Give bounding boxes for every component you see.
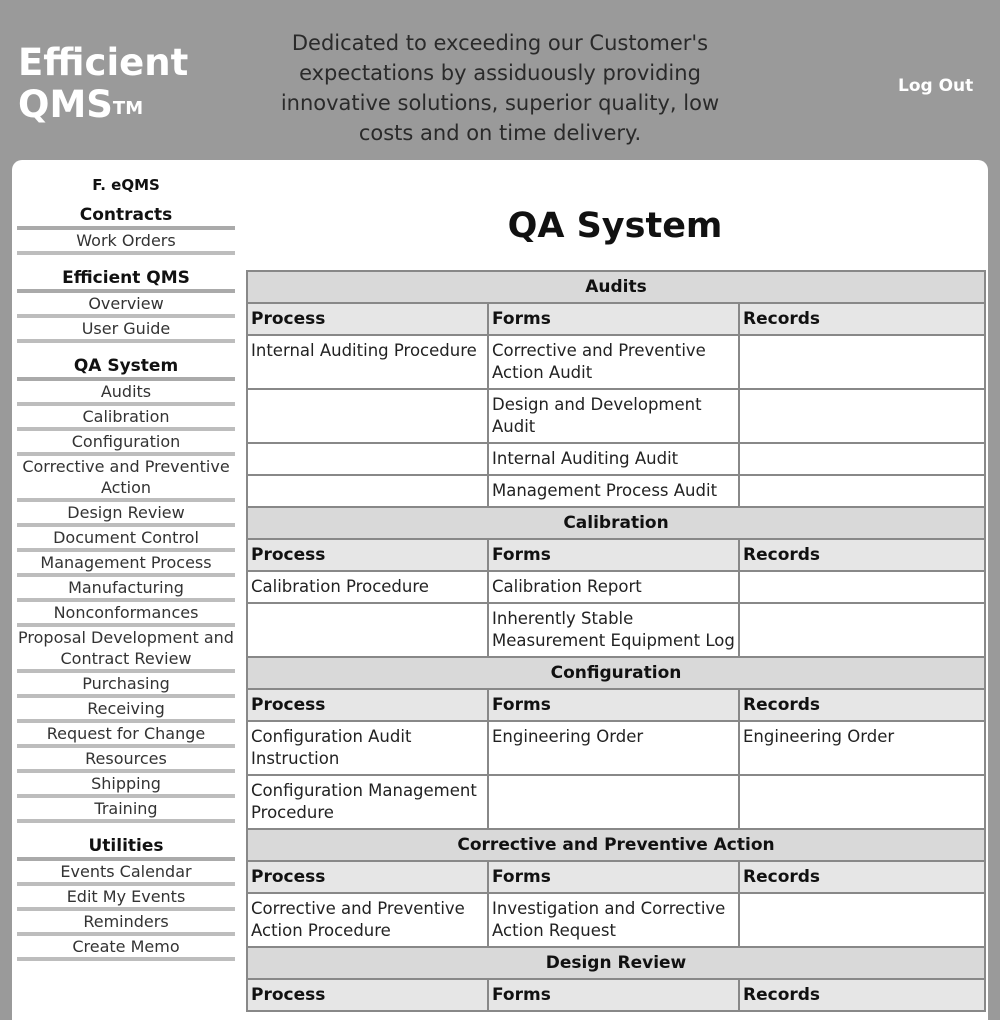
table-row — [247, 335, 985, 389]
section-title-configuration: Configuration — [247, 657, 985, 689]
form-cell[interactable]: Engineering Order — [488, 721, 739, 775]
process-cell — [247, 389, 488, 443]
sidebar-item-user-guide[interactable]: User Guide — [17, 318, 235, 343]
process-cell — [247, 475, 488, 507]
main-content — [246, 160, 984, 1012]
form-cell[interactable]: Investigation and Corrective Action Request — [488, 893, 739, 947]
column-header-records: Records — [739, 303, 985, 335]
table-row — [247, 443, 985, 475]
record-cell — [739, 775, 985, 829]
process-cell[interactable]: Calibration Procedure — [247, 571, 488, 603]
sidebar-item-configuration[interactable]: Configuration — [17, 431, 235, 456]
sidebar-item-design-review[interactable]: Design Review — [17, 502, 235, 527]
table-row — [247, 893, 985, 947]
section-header-row — [247, 829, 985, 861]
sidebar-item-audits[interactable]: Audits — [17, 381, 235, 406]
tagline: Dedicated to exceeding our Customer's expectations by assiduously providing innovative solutions, superior quality, low costs and on time delivery. — [280, 31, 720, 145]
table-row — [247, 571, 985, 603]
column-header-process: Process — [247, 539, 488, 571]
section-header-row — [247, 271, 985, 303]
process-cell — [247, 443, 488, 475]
column-header-process: Process — [247, 861, 488, 893]
sidebar-item-resources[interactable]: Resources — [17, 748, 235, 773]
logo-line1: Efficient — [18, 41, 189, 84]
sidebar-item-reminders[interactable]: Reminders — [17, 911, 235, 936]
section-title-calibration: Calibration — [247, 507, 985, 539]
process-cell[interactable]: Corrective and Preventive Action Procedure — [247, 893, 488, 947]
column-header-forms: Forms — [488, 689, 739, 721]
content-panel — [12, 160, 988, 1020]
sidebar-item-purchasing[interactable]: Purchasing — [17, 673, 235, 698]
form-cell[interactable]: Corrective and Preventive Action Audit — [488, 335, 739, 389]
logo-line2: QMS — [18, 83, 113, 126]
section-title-audits: Audits — [247, 271, 985, 303]
sidebar-heading-qa-system: QA System — [17, 355, 235, 381]
sidebar-item-work-orders[interactable]: Work Orders — [17, 230, 235, 255]
column-header-forms: Forms — [488, 539, 739, 571]
record-cell — [739, 443, 985, 475]
form-cell[interactable]: Internal Auditing Audit — [488, 443, 739, 475]
sidebar-item-nonconformances[interactable]: Nonconformances — [17, 602, 235, 627]
process-cell — [247, 603, 488, 657]
page-title: QA System — [507, 206, 723, 246]
logout-link[interactable]: Log Out — [898, 76, 974, 96]
table-row — [247, 389, 985, 443]
column-header-row — [247, 861, 985, 893]
app-logo[interactable] — [18, 42, 188, 126]
record-cell — [739, 389, 985, 443]
form-cell[interactable]: Management Process Audit — [488, 475, 739, 507]
record-cell — [739, 571, 985, 603]
column-header-forms: Forms — [488, 303, 739, 335]
sidebar-item-receiving[interactable]: Receiving — [17, 698, 235, 723]
sidebar-item-calibration[interactable]: Calibration — [17, 406, 235, 431]
column-header-row — [247, 689, 985, 721]
sidebar-nav — [17, 176, 235, 973]
column-header-process: Process — [247, 689, 488, 721]
table-row — [247, 475, 985, 507]
process-cell[interactable]: Internal Auditing Procedure — [247, 335, 488, 389]
sidebar-section-efficient-qms — [17, 267, 235, 343]
table-row — [247, 775, 985, 829]
section-title-corrective-and-preventive-action: Corrective and Preventive Action — [247, 829, 985, 861]
sidebar-item-training[interactable]: Training — [17, 798, 235, 823]
column-header-row — [247, 303, 985, 335]
sidebar-heading-contracts: Contracts — [17, 204, 235, 230]
sidebar-heading-efficient-qms: Efficient QMS — [17, 267, 235, 293]
column-header-forms: Forms — [488, 979, 739, 1011]
column-header-process: Process — [247, 979, 488, 1011]
sidebar-item-overview[interactable]: Overview — [17, 293, 235, 318]
sidebar-top-label: F. eQMS — [92, 176, 160, 194]
sidebar-item-proposal-development-and-contract-review[interactable]: Proposal Development and Contract Review — [17, 627, 235, 673]
sidebar-item-shipping[interactable]: Shipping — [17, 773, 235, 798]
column-header-process: Process — [247, 303, 488, 335]
sidebar-item-request-for-change[interactable]: Request for Change — [17, 723, 235, 748]
column-header-row — [247, 979, 985, 1011]
sidebar-heading-utilities: Utilities — [17, 835, 235, 861]
sidebar-item-edit-my-events[interactable]: Edit My Events — [17, 886, 235, 911]
sidebar-item-events-calendar[interactable]: Events Calendar — [17, 861, 235, 886]
form-cell[interactable]: Design and Development Audit — [488, 389, 739, 443]
sidebar-item-document-control[interactable]: Document Control — [17, 527, 235, 552]
column-header-records: Records — [739, 689, 985, 721]
record-cell — [739, 603, 985, 657]
record-cell[interactable]: Engineering Order — [739, 721, 985, 775]
header — [0, 0, 1000, 160]
process-cell[interactable]: Configuration Audit Instruction — [247, 721, 488, 775]
logo-trademark: TM — [112, 98, 144, 119]
column-header-records: Records — [739, 539, 985, 571]
sidebar-item-corrective-and-preventive-action[interactable]: Corrective and Preventive Action — [17, 456, 235, 502]
table-row — [247, 721, 985, 775]
section-header-row — [247, 507, 985, 539]
column-header-row — [247, 539, 985, 571]
form-cell[interactable]: Calibration Report — [488, 571, 739, 603]
column-header-forms: Forms — [488, 861, 739, 893]
section-title-design-review: Design Review — [247, 947, 985, 979]
record-cell — [739, 893, 985, 947]
form-cell — [488, 775, 739, 829]
table-row — [247, 603, 985, 657]
record-cell — [739, 475, 985, 507]
record-cell — [739, 335, 985, 389]
form-cell[interactable]: Inherently Stable Measurement Equipment Log — [488, 603, 739, 657]
sidebar-section-utilities — [17, 835, 235, 961]
sidebar-item-management-process[interactable]: Management Process — [17, 552, 235, 577]
column-header-records: Records — [739, 861, 985, 893]
sidebar-section-qa-system — [17, 355, 235, 823]
sidebar-item-create-memo[interactable]: Create Memo — [17, 936, 235, 961]
column-header-records: Records — [739, 979, 985, 1011]
process-cell[interactable]: Configuration Management Procedure — [247, 775, 488, 829]
section-header-row — [247, 947, 985, 979]
qa-system-table — [246, 270, 986, 1012]
section-header-row — [247, 657, 985, 689]
sidebar-section-contracts — [17, 204, 235, 255]
sidebar-item-manufacturing[interactable]: Manufacturing — [17, 577, 235, 602]
